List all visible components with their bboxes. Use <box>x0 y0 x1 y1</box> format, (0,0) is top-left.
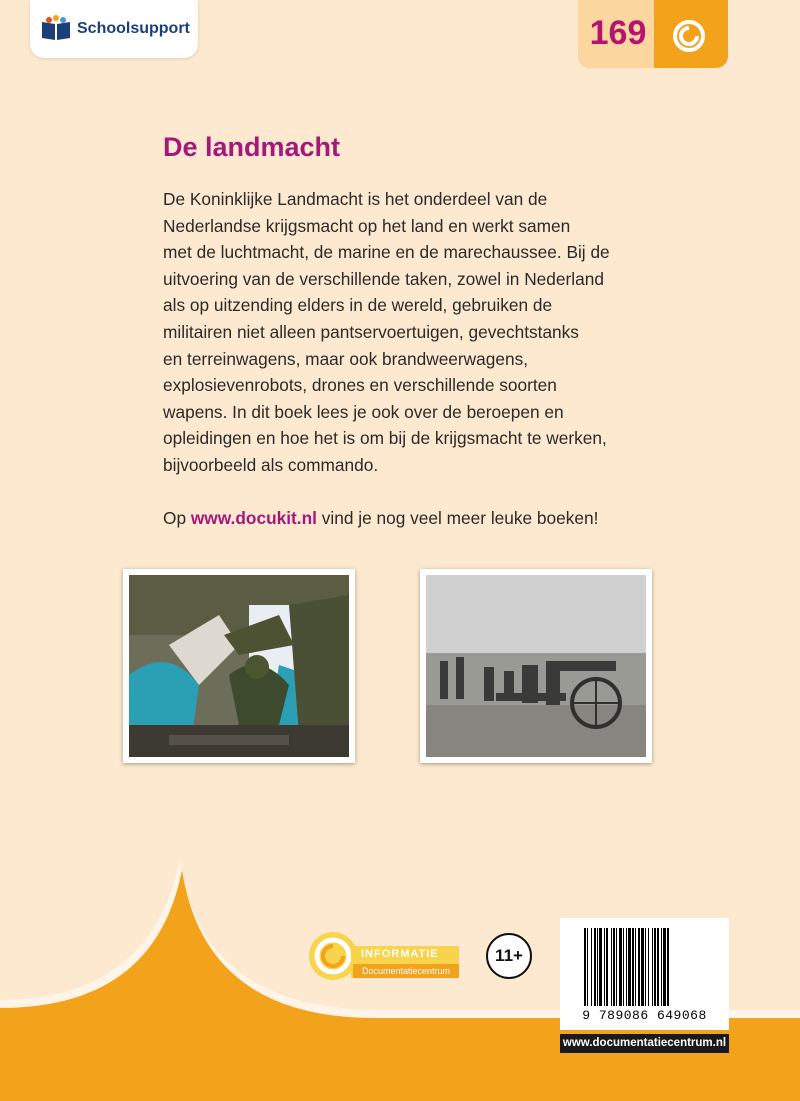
docukit-link[interactable]: www.docukit.nl <box>190 508 317 528</box>
paragraph-line: militairen niet alleen pantservoertuigen, gevechtstanks <box>163 321 579 342</box>
paragraph-line: opleidingen en hoe het is om bij de krijgsmacht te werken, <box>163 428 607 449</box>
book-logo-icon <box>40 14 72 42</box>
book-number: 169 <box>589 14 647 52</box>
paragraph-line: en terreinwagens, maar ook brandweerwagens, <box>163 348 529 369</box>
schoolsupport-logo <box>30 0 198 58</box>
paragraph-line: als op uitzending elders in de wereld, gebruiken de <box>163 295 553 316</box>
barcode-bars-icon <box>560 922 729 1010</box>
informatie-title: INFORMATIE <box>361 948 439 960</box>
age-rating-badge: 11+ <box>486 933 532 979</box>
publisher-website[interactable]: www.documentatiecentrum.nl <box>560 1034 729 1053</box>
photo-soldiers-cleanup <box>123 569 355 763</box>
description-paragraph <box>163 186 653 479</box>
page-title: De landmacht <box>163 132 341 162</box>
paragraph-line: explosievenrobots, drones en verschillende soorten <box>163 375 557 396</box>
paragraph-line: met de luchtmacht, de marine en de marechaussee. Bij de <box>163 242 610 263</box>
photo-historic-artillery <box>420 569 652 763</box>
paragraph-line: uitvoering van de verschillende taken, zowel in Nederland <box>163 268 604 289</box>
informatie-logo <box>307 930 461 982</box>
isbn-number: 9 789086 649068 <box>582 1008 707 1023</box>
brand-name: Schoolsupport <box>77 20 190 37</box>
paragraph-line: De Koninklijke Landmacht is het onderdeel van de <box>163 189 548 209</box>
promo-suffix: vind je nog veel meer leuke boeken! <box>316 508 599 528</box>
website-promo <box>163 508 598 529</box>
barcode <box>560 918 729 1030</box>
docukit-swirl-icon <box>673 20 705 52</box>
promo-prefix: Op <box>163 508 191 528</box>
paragraph-line: bijvoorbeeld als commando. <box>163 454 379 475</box>
book-number-tab <box>578 0 728 68</box>
informatie-subtitle: Documentatiecentrum <box>353 964 459 978</box>
paragraph-line: Nederlandse krijgsmacht op het land en werkt samen <box>163 215 571 236</box>
paragraph-line: wapens. In dit boek lees je ook over de beroepen en <box>163 401 564 422</box>
